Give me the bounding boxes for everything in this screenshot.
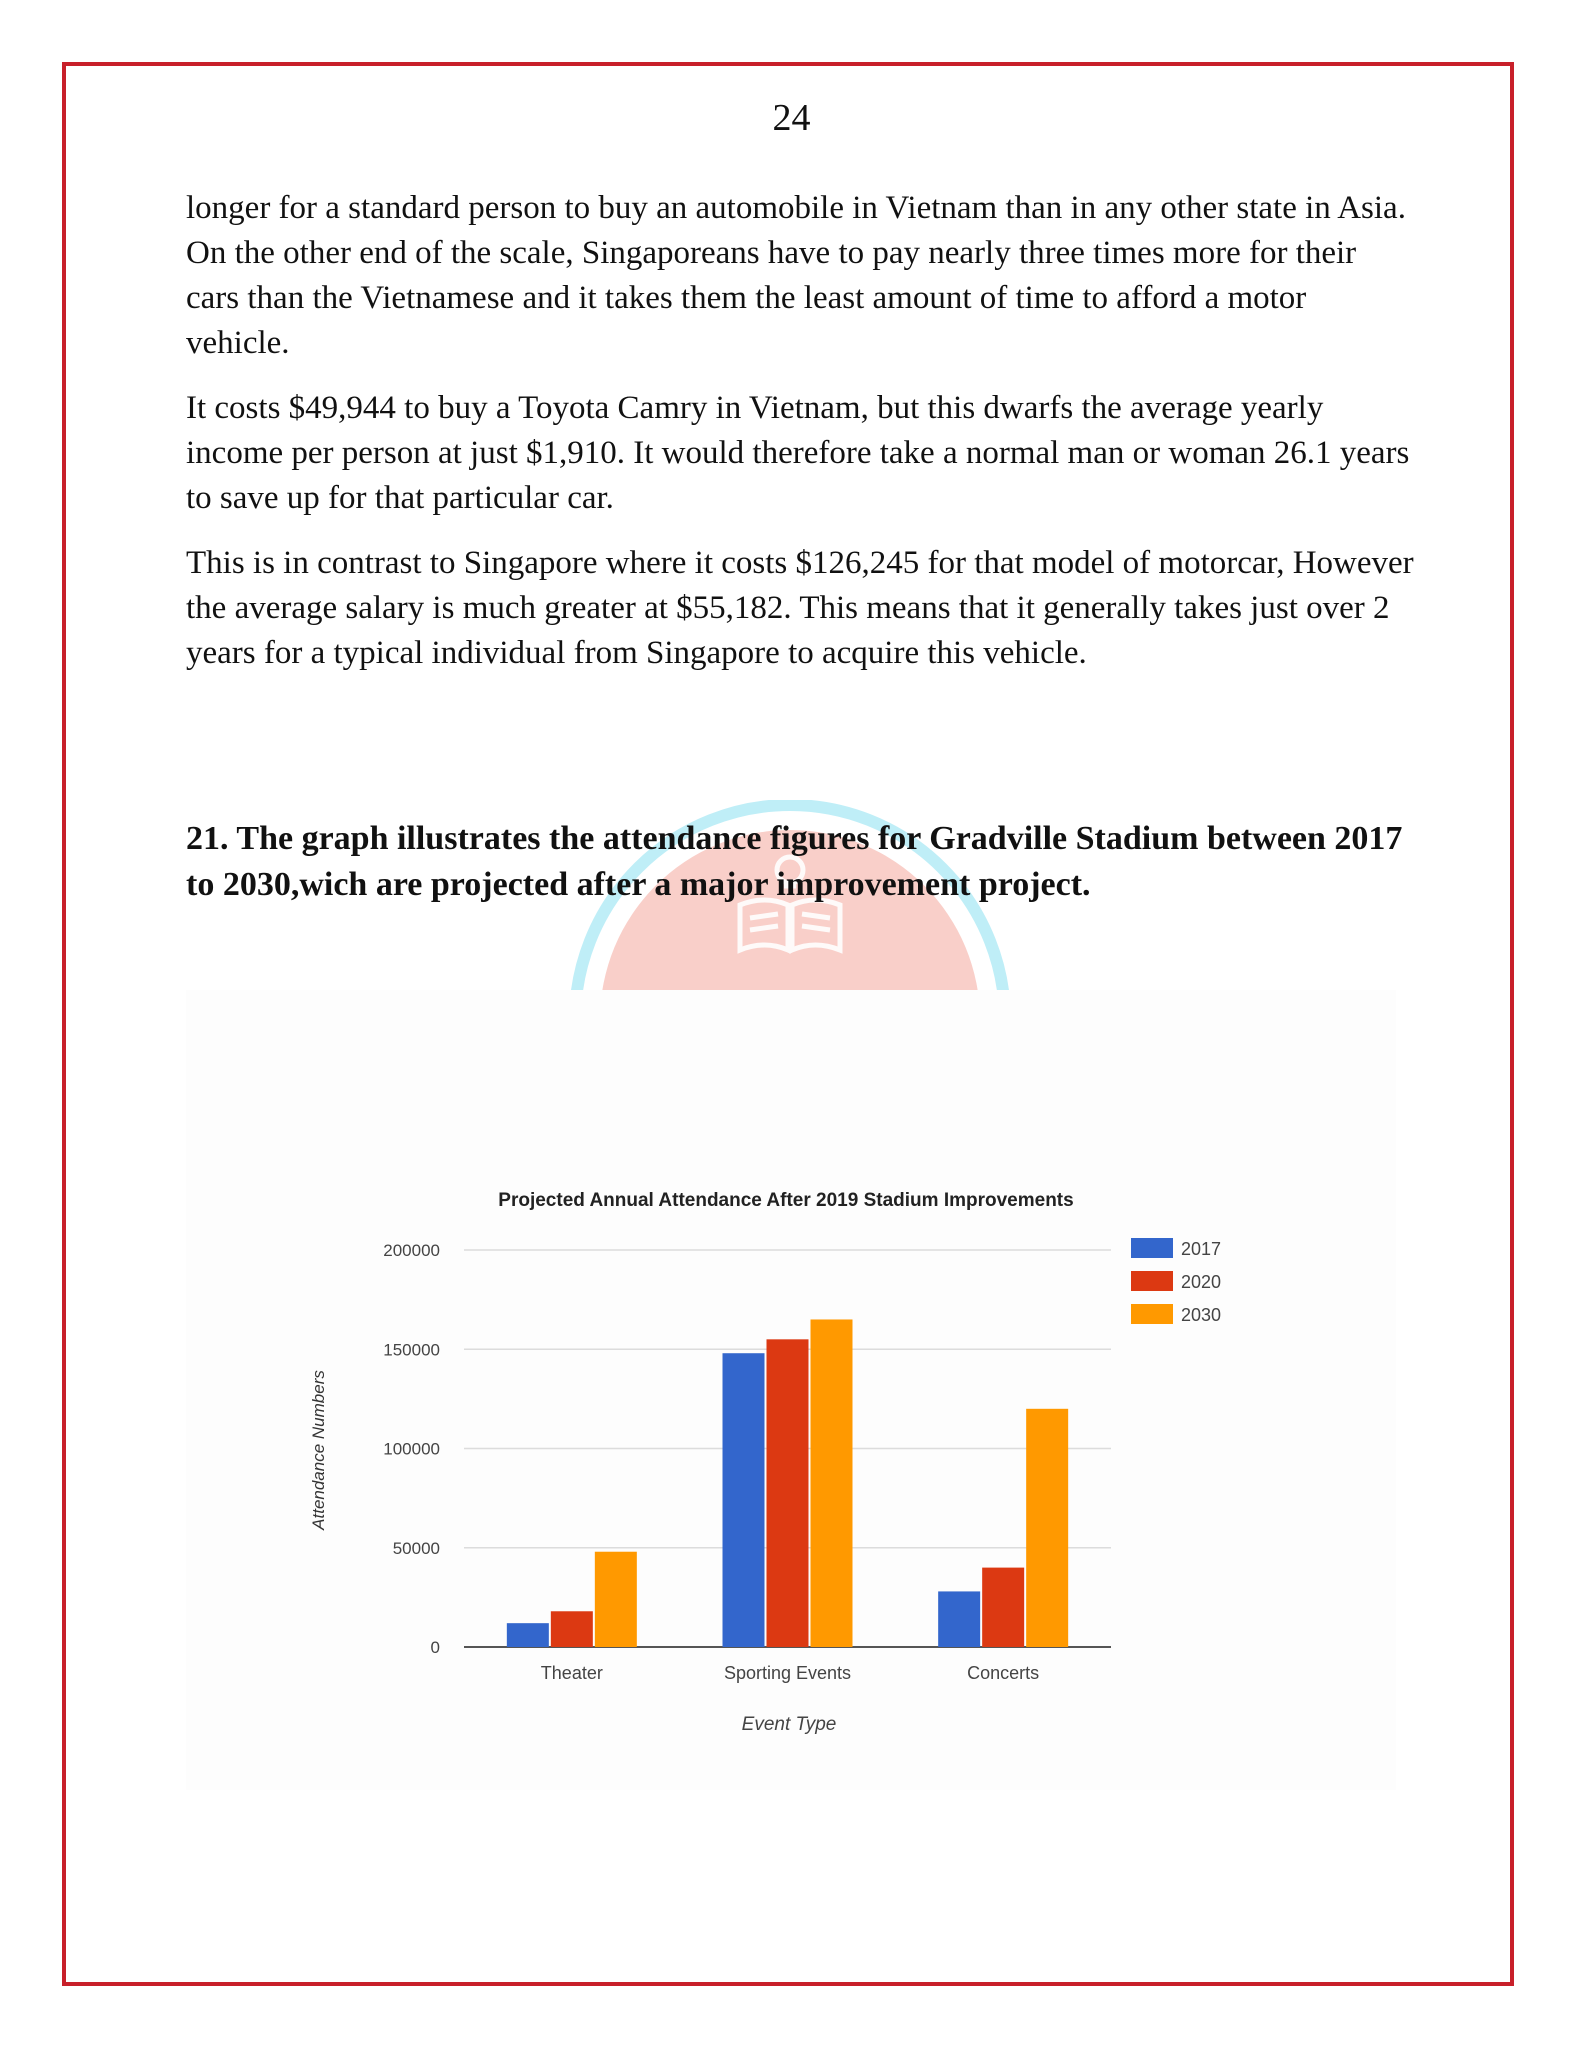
question-heading: 21. The graph illustrates the attendance figures for Gradville Stadium between 2017 to 2030,wich are projected after a major improvement project. [186,820,1403,903]
legend-label-2020: 2020 [1181,1272,1222,1292]
bar-theater-2020 [551,1611,593,1647]
bar-concerts-2017 [938,1591,980,1647]
legend-label-2017: 2017 [1181,1239,1222,1259]
bar-concerts-2030 [1026,1409,1068,1647]
x-tick-label: Sporting Events [723,1663,852,1683]
bar-sporting-events-2017 [723,1353,765,1647]
x-tick-label: Theater [540,1663,603,1683]
legend-label-2030: 2030 [1181,1305,1222,1325]
paragraph-2: It costs $49,944 to buy a Toyota Camry in Vietnam, but this dwarfs the average yearly income per person at just $1,910. It would therefore take a normal man or woman 26.1 years to save up for that particular car. [186,390,1410,516]
paragraph-1: longer for a standard person to buy an automobile in Vietnam than in any other state in Asia. On the other end of the scale, Singaporeans have to pay nearly three times more for their cars than the Vietnamese and it takes them the least amount of time to afford a motor vehicle. [186,190,1406,361]
category-labels [541,1663,1039,1683]
legend [1131,1238,1221,1325]
bar-sporting-events-2020 [767,1339,809,1647]
y-tick-label: 150000 [383,1340,440,1360]
y-tick-label: 50000 [392,1538,440,1558]
bar-concerts-2020 [982,1568,1024,1647]
chart-panel [186,990,1396,1790]
y-tick-label: 200000 [383,1241,440,1260]
chart-title: Projected Annual Attendance After 2019 Stadium Improvements [498,1190,1074,1211]
y-tick-label: 0 [430,1638,440,1657]
y-axis-label: Attendance Numbers [309,1370,328,1530]
x-axis-label: Event Type [741,1714,837,1735]
legend-swatch-2017 [1131,1238,1173,1258]
bar-theater-2017 [507,1623,549,1647]
bars [507,1319,1068,1647]
bar-chart [186,990,1396,1790]
x-tick-label: Concerts [967,1663,1040,1683]
legend-swatch-2030 [1131,1304,1173,1324]
paragraph-3: This is in contrast to Singapore where it costs $126,245 for that model of motorcar, However the average salary is much greater at $55,182. This means that it generally takes just over 2 years for a typical individual from Singapore to acquire this vehicle. [186,545,1414,671]
legend-swatch-2020 [1131,1271,1173,1291]
body-text [186,186,1416,696]
y-tick-label: 100000 [383,1439,440,1459]
bar-sporting-events-2030 [811,1319,853,1647]
bar-theater-2030 [595,1552,637,1647]
page-number: 24 [772,97,811,139]
